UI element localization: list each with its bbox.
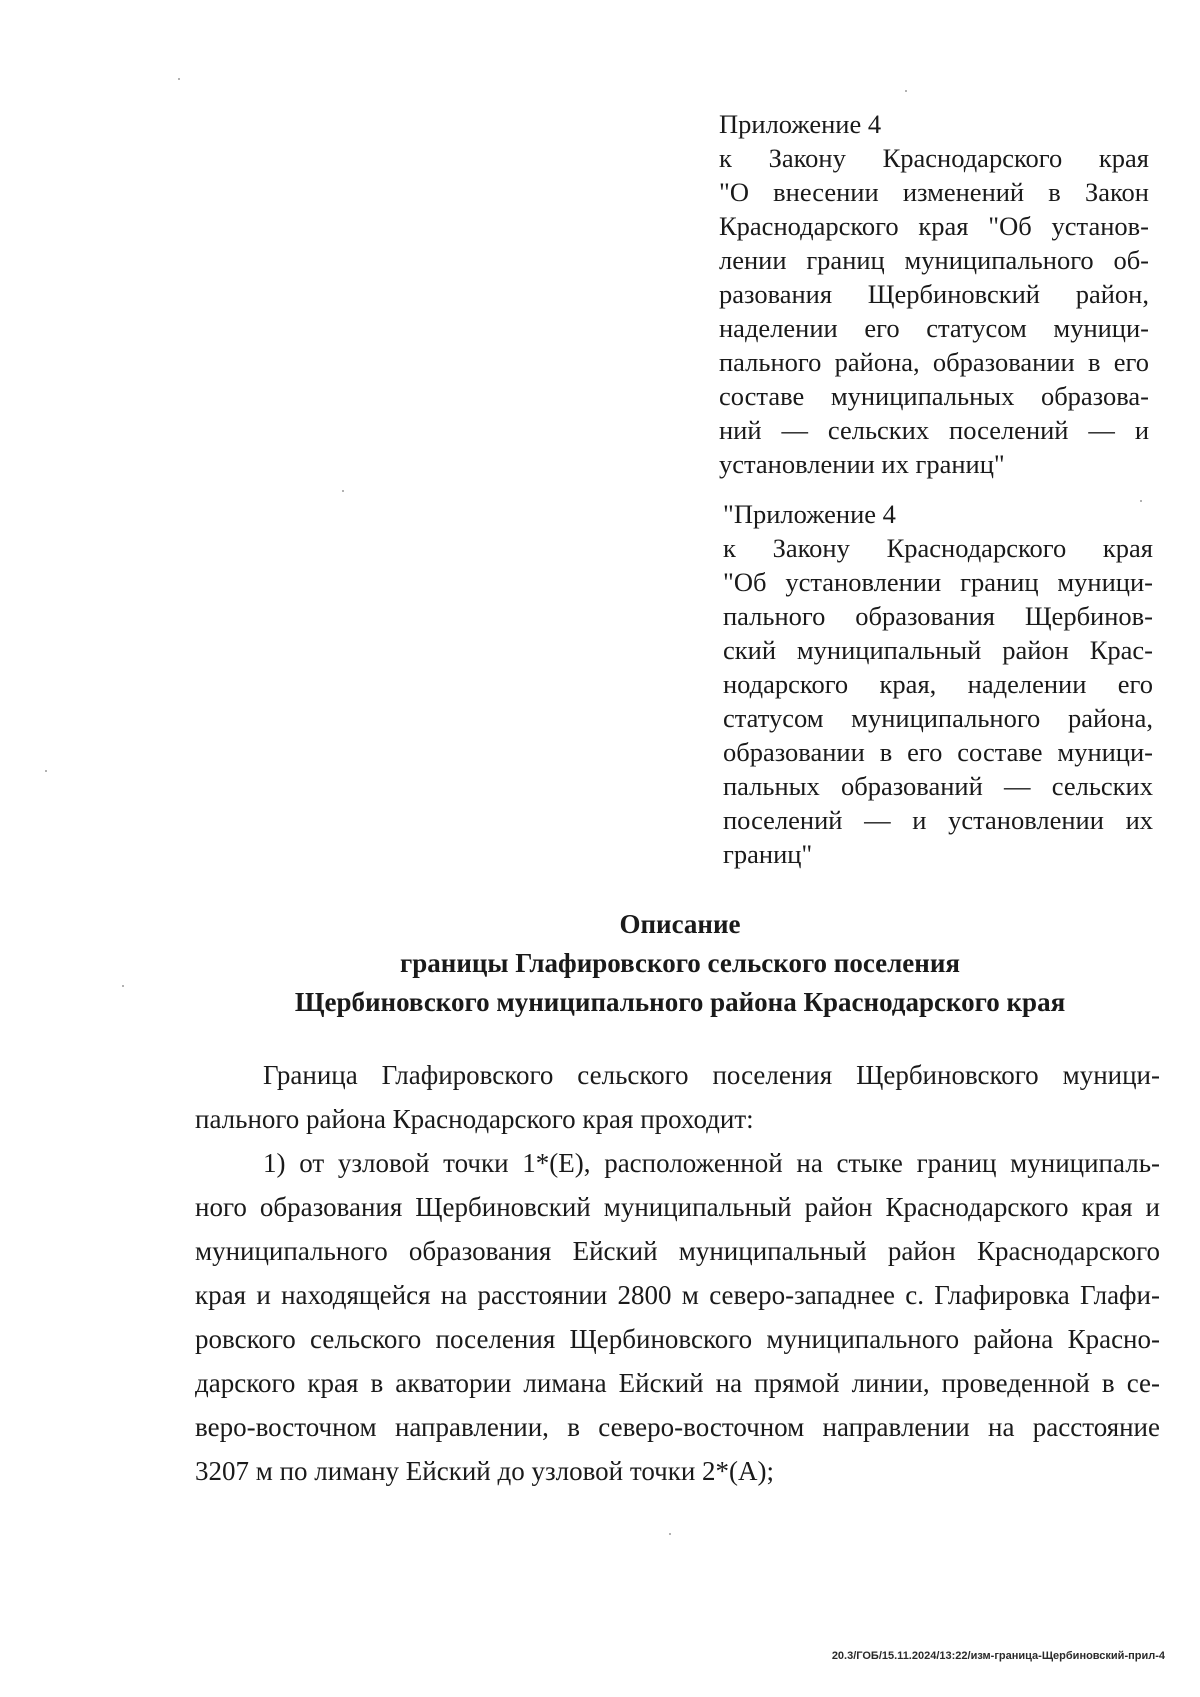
paragraph-line: дарского края в акватории лимана Ейский на прямой линии, проведенной в се-: [195, 1368, 1160, 1398]
scan-speck: [905, 90, 907, 92]
appendix-line: статусом муниципального района,: [723, 703, 1153, 733]
appendix-line: поселений — и установлении их: [723, 805, 1153, 835]
scan-speck: [342, 490, 344, 492]
appendix-line: ский муниципальный район Крас-: [723, 635, 1153, 665]
appendix-line: Краснодарского края "Об установ-: [719, 211, 1149, 241]
title-line: Щербиновского муниципального района Краснодарского края: [294, 987, 1066, 1017]
appendix-line: к Закону Краснодарского края: [723, 533, 1153, 563]
appendix-line: к Закону Краснодарского края: [719, 143, 1149, 173]
appendix-line: пального района, образовании в его: [719, 347, 1149, 377]
paragraph-line: веро-восточном направлении, в северо-восточном направлении на расстояние: [195, 1412, 1160, 1442]
paragraph-line: ного образования Щербиновский муниципальный район Краснодарского края и: [195, 1192, 1160, 1222]
paragraph-line: 1) от узловой точки 1*(Е), расположенной на стыке границ муниципаль-: [263, 1148, 1160, 1178]
footer-document-code: 20.3/ГОБ/15.11.2024/13:22/изм-граница-Щербиновский-прил-4: [831, 1650, 1165, 1662]
paragraph-line: пального района Краснодарского края проходит:: [195, 1104, 754, 1134]
scan-speck: [669, 1533, 671, 1535]
scan-speck: [122, 985, 124, 987]
appendix-line: Приложение 4: [719, 109, 882, 139]
title-line: границы Глафировского сельского поселения: [399, 948, 961, 978]
appendix-line: "Об установлении границ муници-: [723, 567, 1153, 597]
appendix-line: "О внесении изменений в Закон: [719, 177, 1149, 207]
appendix-line: образовании в его составе муници-: [723, 737, 1153, 767]
appendix-line: наделении его статусом муници-: [719, 313, 1149, 343]
paragraph-line: 3207 м по лиману Ейский до узловой точки 2*(А);: [195, 1456, 774, 1486]
appendix-reference-new: [723, 497, 1153, 871]
appendix-line: разования Щербиновский район,: [719, 279, 1149, 309]
scan-speck: [178, 78, 180, 80]
appendix-line: пального образования Щербинов-: [723, 601, 1153, 631]
appendix-line: пальных образований — сельских: [723, 771, 1153, 801]
paragraph-line: муниципального образования Ейский муниципальный район Краснодарского: [195, 1236, 1160, 1266]
paragraph-line: ровского сельского поселения Щербиновского муниципального района Красно-: [195, 1324, 1160, 1354]
appendix-line: "Приложение 4: [723, 499, 896, 529]
appendix-line: составе муниципальных образова-: [719, 381, 1149, 411]
scan-speck: [45, 770, 47, 772]
appendix-reference-current: [719, 107, 1149, 481]
title-line: Описание: [619, 909, 741, 939]
appendix-line: нодарского края, наделении его: [723, 669, 1153, 699]
appendix-line: установлении их границ": [719, 449, 1005, 479]
document-title: [200, 905, 1160, 1022]
appendix-line: границ": [723, 839, 813, 869]
appendix-line: лении границ муниципального об-: [719, 245, 1149, 275]
document-body: [195, 1053, 1160, 1493]
appendix-line: ний — сельских поселений — и: [719, 415, 1149, 445]
paragraph-line: края и находящейся на расстоянии 2800 м северо-западнее с. Глафировка Глафи-: [195, 1280, 1160, 1310]
paragraph-line: Граница Глафировского сельского поселения Щербиновского муници-: [263, 1060, 1160, 1090]
